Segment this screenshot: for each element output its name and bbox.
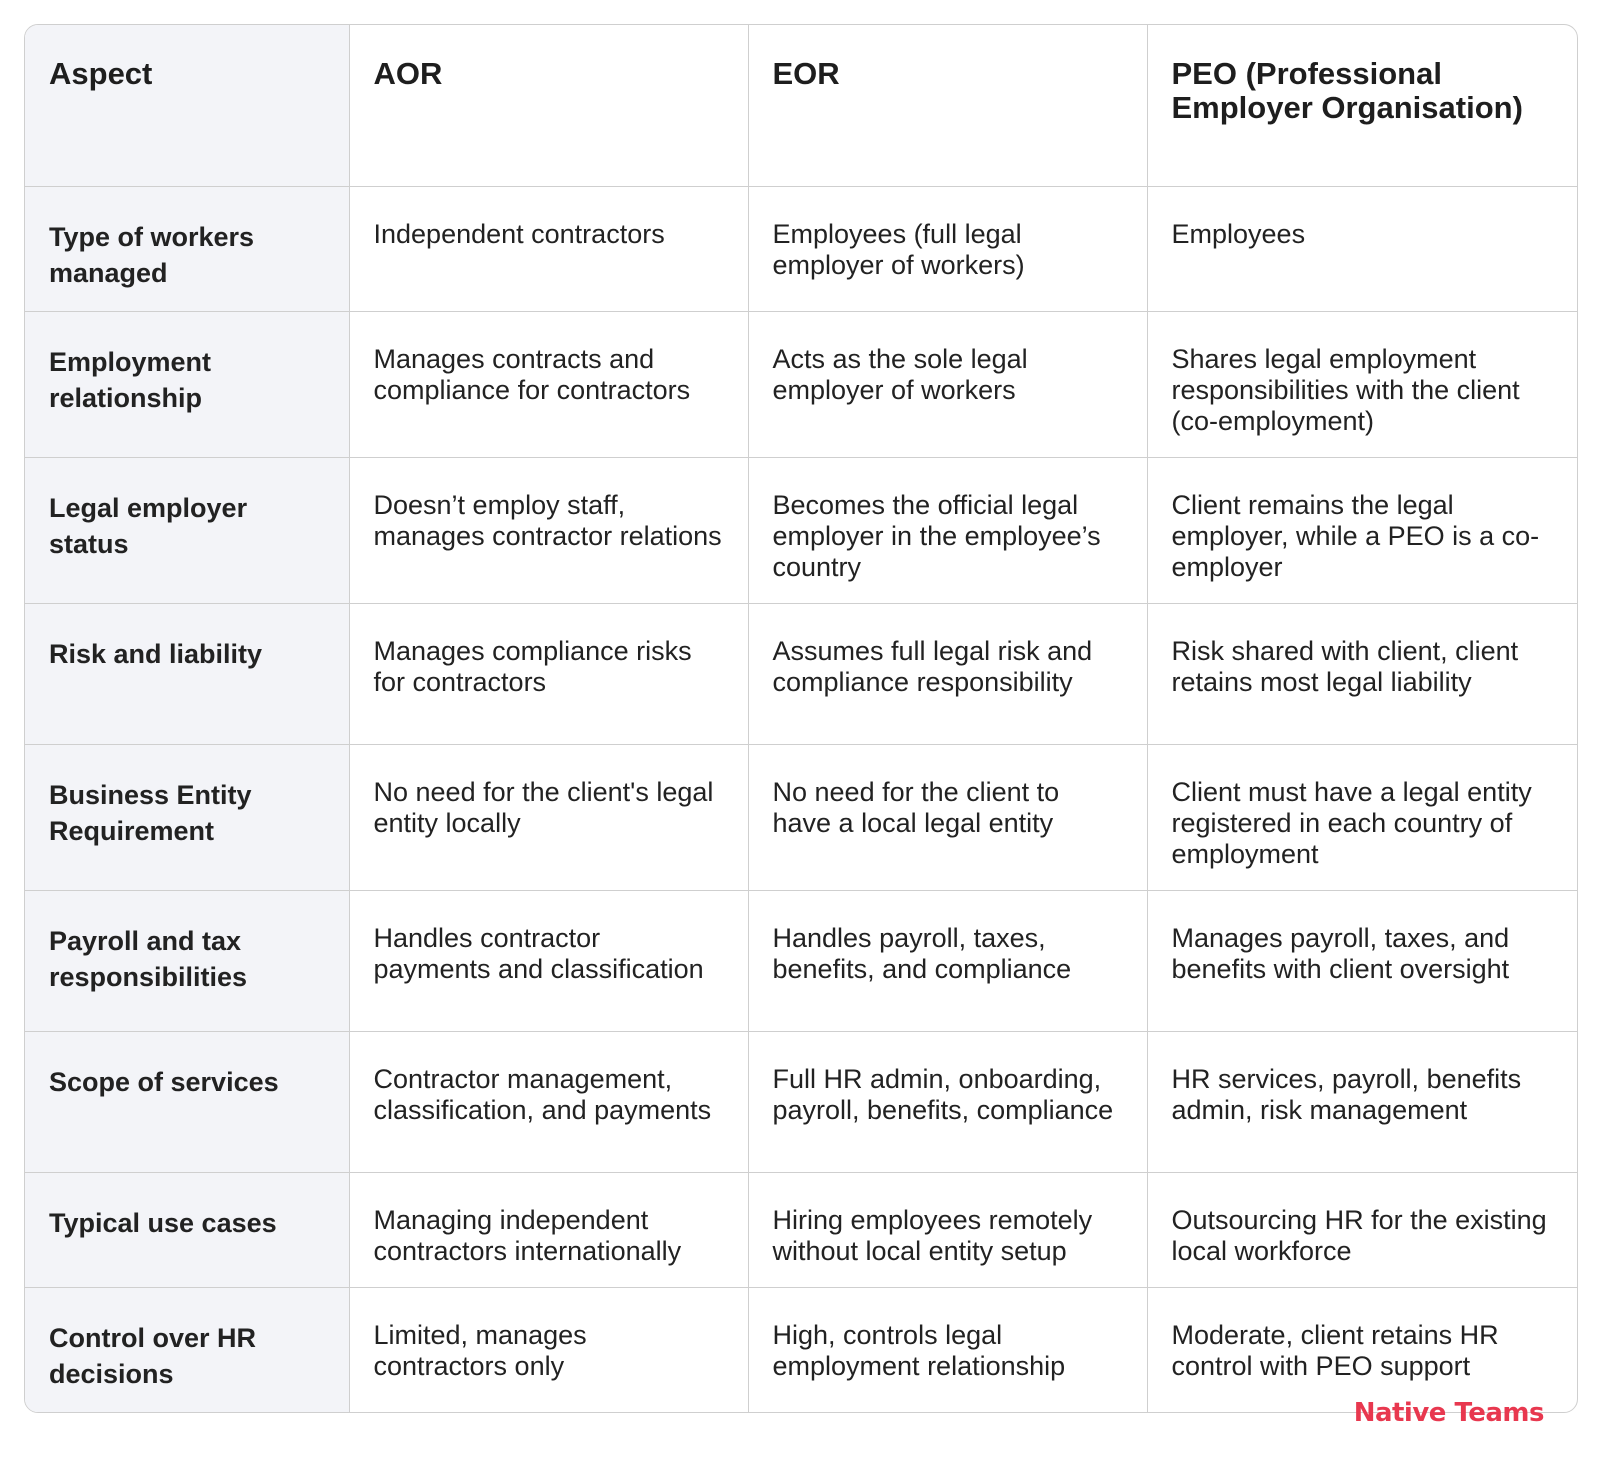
table-row [25, 1287, 1577, 1412]
row-aspect: Type of workers managed [25, 186, 349, 311]
cell-eor: Acts as the sole legal employer of workers [748, 311, 1147, 457]
native-teams-logo: Native Teams [1353, 1398, 1544, 1428]
cell-aor: Doesn’t employ staff, manages contractor relations [349, 457, 748, 603]
row-aspect: Scope of services [25, 1031, 349, 1172]
cell-peo: Shares legal employment responsibilities with the client (co-employment) [1147, 311, 1577, 457]
comparison-table [25, 25, 1577, 1412]
cell-eor: Full HR admin, onboarding, payroll, benefits, compliance [748, 1031, 1147, 1172]
header-aor: AOR [349, 25, 748, 186]
row-aspect: Legal employer status [25, 457, 349, 603]
header-aspect: Aspect [25, 25, 349, 186]
cell-aor: Handles contractor payments and classification [349, 890, 748, 1031]
table-row [25, 890, 1577, 1031]
comparison-table-container [24, 24, 1578, 1413]
table-row [25, 603, 1577, 744]
cell-aor: Manages compliance risks for contractors [349, 603, 748, 744]
cell-aor: Managing independent contractors internationally [349, 1172, 748, 1287]
cell-eor: No need for the client to have a local legal entity [748, 744, 1147, 890]
table-row [25, 457, 1577, 603]
cell-peo: Moderate, client retains HR control with PEO support [1171, 1319, 1499, 1381]
cell-eor: Hiring employees remotely without local entity setup [748, 1172, 1147, 1287]
cell-aor: Limited, manages contractors only [349, 1287, 748, 1412]
cell-eor: High, controls legal employment relationship [748, 1287, 1147, 1412]
cell-peo: HR services, payroll, benefits admin, risk management [1147, 1031, 1577, 1172]
cell-eor: Becomes the official legal employer in the employee’s country [748, 457, 1147, 603]
row-aspect: Payroll and tax responsibilities [25, 890, 349, 1031]
cell-peo: Risk shared with client, client retains most legal liability [1147, 603, 1577, 744]
row-aspect: Business Entity Requirement [25, 744, 349, 890]
header-peo: PEO (Professional Employer Organisation) [1147, 25, 1577, 186]
cell-peo: Outsourcing HR for the existing local workforce [1147, 1172, 1577, 1287]
cell-eor: Assumes full legal risk and compliance responsibility [748, 603, 1147, 744]
table-row [25, 744, 1577, 890]
table-row [25, 1172, 1577, 1287]
cell-peo: Employees [1147, 186, 1577, 311]
table-row [25, 311, 1577, 457]
cell-aor: Manages contracts and compliance for contractors [349, 311, 748, 457]
row-aspect: Control over HR decisions [25, 1287, 349, 1412]
table-row [25, 186, 1577, 311]
header-eor: EOR [748, 25, 1147, 186]
cell-aor: No need for the client's legal entity locally [349, 744, 748, 890]
cell-eor: Handles payroll, taxes, benefits, and compliance [748, 890, 1147, 1031]
row-aspect: Typical use cases [25, 1172, 349, 1287]
row-aspect: Employment relationship [25, 311, 349, 457]
cell-aor: Independent contractors [349, 186, 748, 311]
table-header-row [25, 25, 1577, 186]
cell-aor: Contractor management, classification, and payments [349, 1031, 748, 1172]
row-aspect: Risk and liability [25, 603, 349, 744]
cell-peo: Manages payroll, taxes, and benefits with client oversight [1147, 890, 1577, 1031]
cell-peo: Client must have a legal entity registered in each country of employment [1147, 744, 1577, 890]
cell-eor: Employees (full legal employer of workers) [748, 186, 1147, 311]
table-row [25, 1031, 1577, 1172]
cell-peo: Client remains the legal employer, while a PEO is a co-employer [1147, 457, 1577, 603]
